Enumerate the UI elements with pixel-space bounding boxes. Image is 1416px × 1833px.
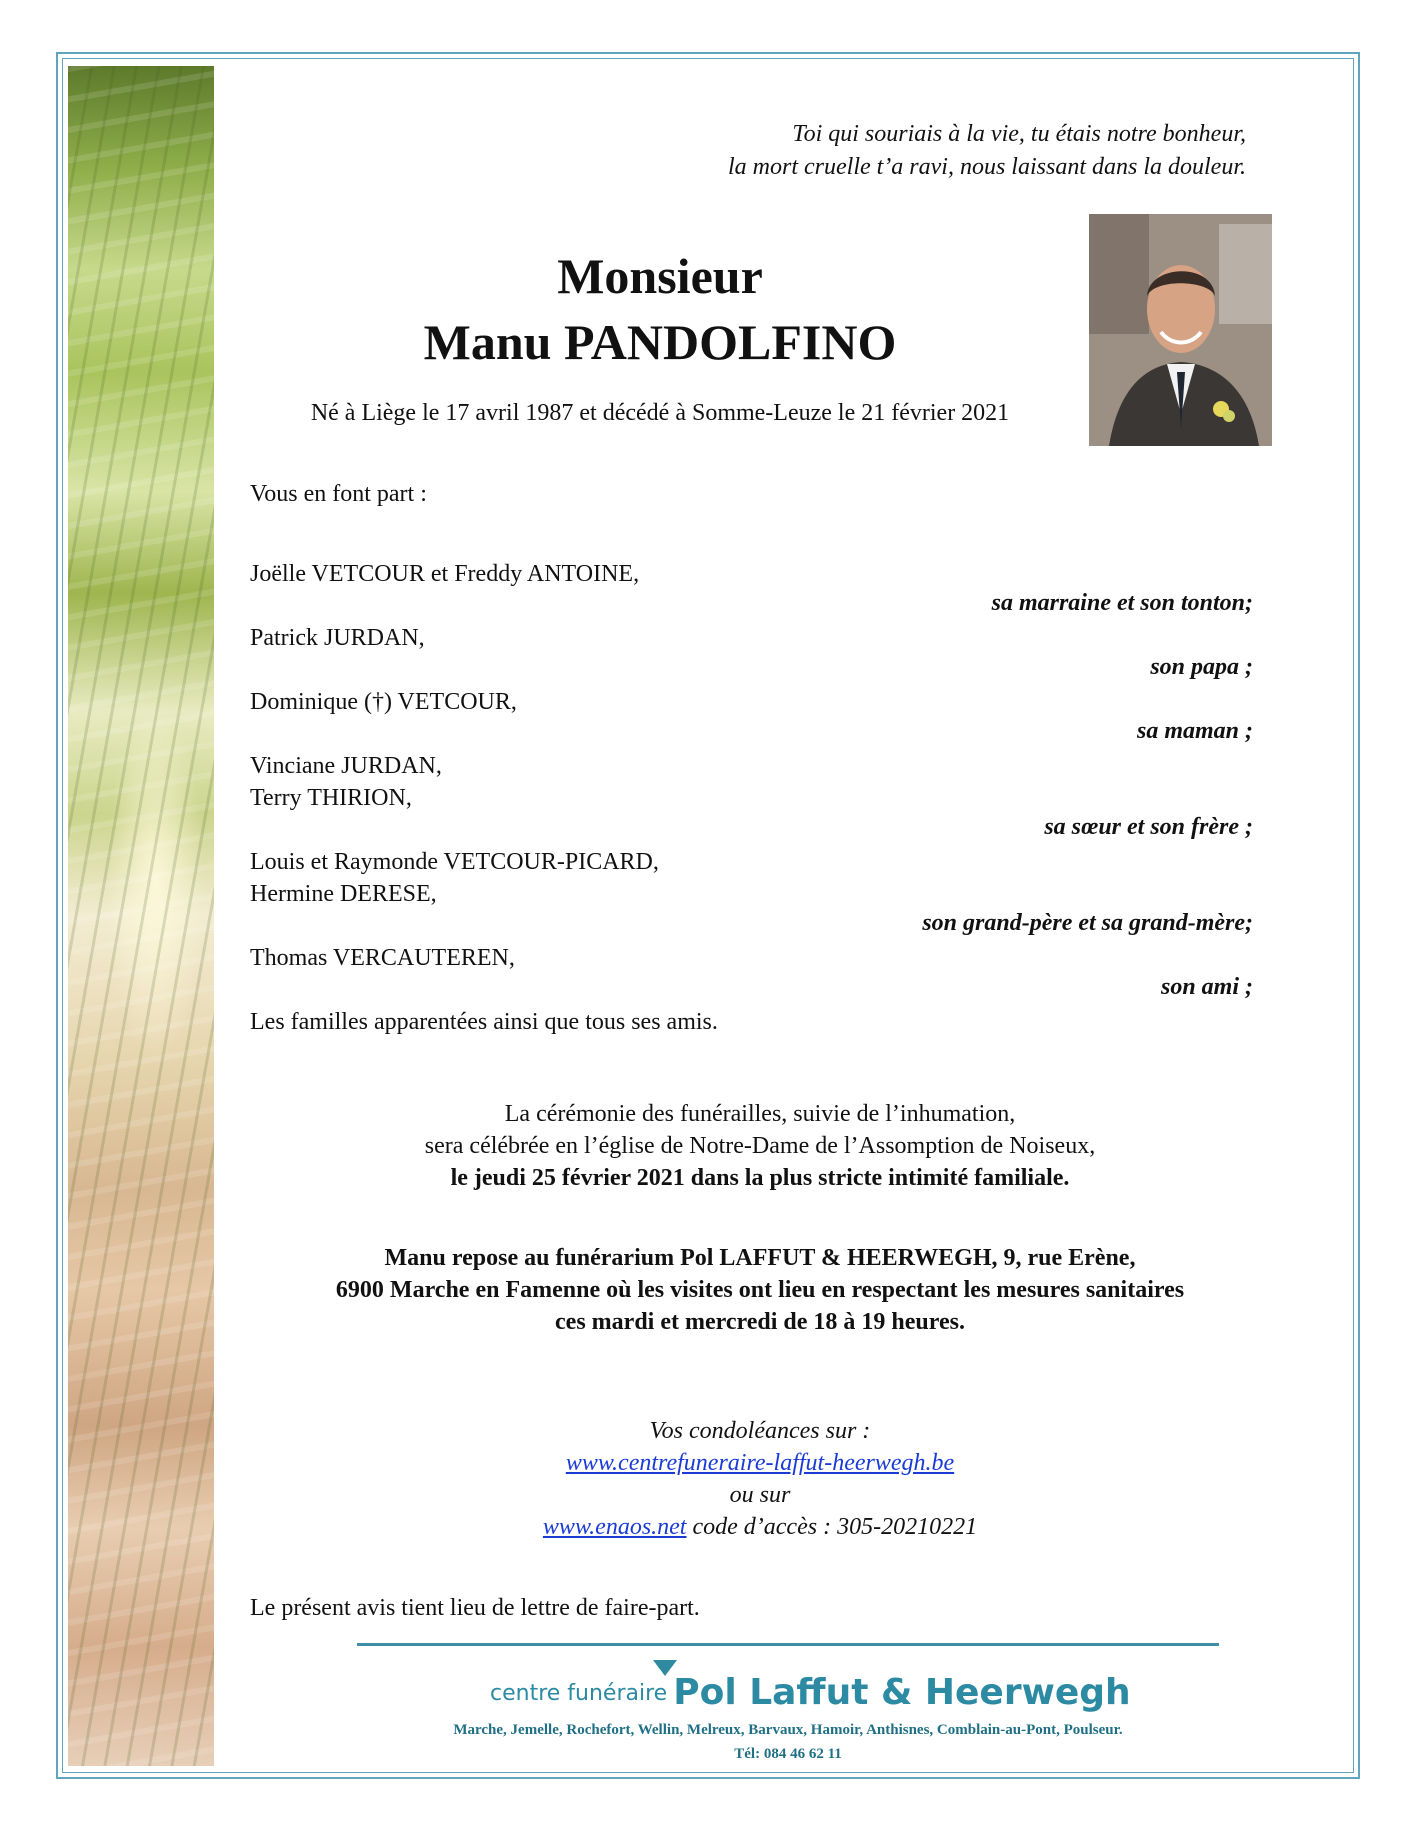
family-name: Dominique (†) VETCOUR,: [250, 689, 517, 715]
family-name: Hermine DERESE,: [250, 881, 437, 907]
condolences-or: ou sur: [729, 1482, 791, 1508]
condolences-block: [250, 1415, 1270, 1543]
family-relation: son ami ;: [1160, 974, 1253, 1000]
family-relation: sa marraine et son tonton;: [991, 590, 1253, 616]
poem-line-2: la mort cruelle t’a ravi, nous laissant dans la douleur.: [728, 154, 1246, 180]
family-relation: son papa ;: [1150, 654, 1253, 680]
ceremony-line-2: sera célébrée en l’église de Notre-Dame de l’Assomption de Noiseux,: [424, 1133, 1096, 1159]
visitation-line-2: 6900 Marche en Famenne où les visites ont lieu en respectant les mesures sanitaires: [335, 1277, 1185, 1303]
ceremony-date: le jeudi 25 février 2021 dans la plus stricte intimité familiale.: [450, 1165, 1070, 1191]
families-line: Les familles apparentées ainsi que tous ses amis.: [250, 1009, 718, 1035]
condolences-link-enaos[interactable]: www.enaos.net: [542, 1514, 687, 1540]
forest-path-image: [68, 66, 214, 1766]
footer-phone: Tél: 084 46 62 11: [734, 1746, 842, 1762]
deceased-title: Monsieur: [557, 248, 763, 304]
family-relation: sa sœur et son frère ;: [1044, 814, 1253, 840]
visitation-block: [250, 1242, 1270, 1338]
ceremony-block: [250, 1098, 1270, 1194]
access-code: code d’accès : 305-20210221: [686, 1514, 978, 1540]
portrait-photo: [1089, 214, 1272, 446]
family-name: Thomas VERCAUTEREN,: [250, 945, 515, 971]
family-name: Louis et Raymonde VETCOUR-PICARD,: [250, 849, 659, 875]
family-name: Terry THIRION,: [250, 785, 412, 811]
condolences-link-funeral-home[interactable]: www.centrefuneraire-laffut-heerwegh.be: [565, 1450, 955, 1476]
funeral-home-logo: [490, 1672, 1131, 1713]
family-name: Vinciane JURDAN,: [250, 753, 442, 779]
family-relation: son grand-père et sa grand-mère;: [922, 910, 1253, 936]
condolences-intro: Vos condoléances sur :: [649, 1418, 871, 1444]
logo-name: Pol Laffut & Heerwegh: [673, 1672, 1131, 1713]
ceremony-line-1: La cérémonie des funérailles, suivie de l’inhumation,: [504, 1101, 1016, 1127]
logo-prefix: centre funéraire: [490, 1681, 668, 1706]
deceased-name: Manu PANDOLFINO: [423, 314, 897, 370]
portrait-illustration: [1089, 214, 1272, 446]
footer-divider: [357, 1643, 1219, 1646]
family-relation: sa maman ;: [1136, 718, 1253, 744]
visitation-line-3: ces mardi et mercredi de 18 à 19 heures.: [555, 1309, 965, 1335]
footer-towns: Marche, Jemelle, Rochefort, Wellin, Melreux, Barvaux, Hamoir, Anthisnes, Comblain-au-Pont, Poulseur.: [453, 1722, 1123, 1738]
visitation-line-1: Manu repose au funérarium Pol LAFFUT & HEERWEGH, 9, rue Erène,: [384, 1245, 1136, 1271]
announce-intro: Vous en font part :: [250, 481, 427, 507]
birth-death-line: Né à Liège le 17 avril 1987 et décédé à Somme-Leuze le 21 février 2021: [310, 400, 1010, 426]
poem-line-1: Toi qui souriais à la vie, tu étais notre bonheur,: [792, 121, 1246, 147]
family-name: Joëlle VETCOUR et Freddy ANTOINE,: [250, 561, 640, 587]
poem: [728, 118, 1246, 184]
closing-line: Le présent avis tient lieu de lettre de faire-part.: [250, 1595, 700, 1621]
family-name: Patrick JURDAN,: [250, 625, 425, 651]
